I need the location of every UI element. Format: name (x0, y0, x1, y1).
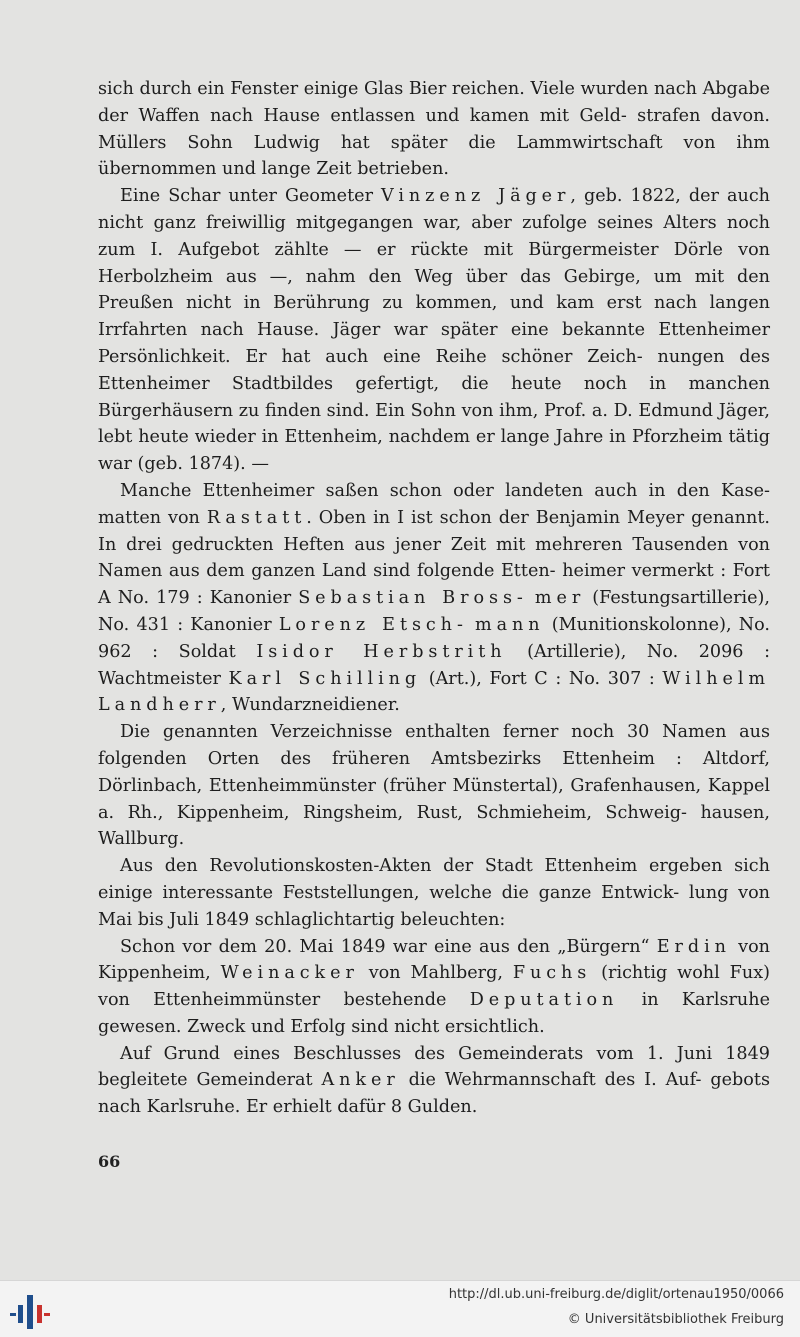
paragraph (98, 478, 770, 719)
text-run: von Kippenheim, (98, 936, 771, 984)
text-run: Tausenden von Namen aus dem ganzen Land sind folgende Etten- (98, 534, 770, 582)
spaced-name: mer (534, 588, 586, 609)
text-run: Die genannten Verzeichnisse enthalten ferner noch 30 Namen aus (120, 722, 770, 743)
text-run: wohl Fux) von Ettenheimmünster bestehende (98, 963, 770, 1011)
text-run: um mit den Preußen nicht in Berührung zu kommen, und kam erst (98, 266, 771, 314)
text-run: sich durch ein Fenster einige Glas Bier reichen. Viele wurden nach (98, 79, 697, 99)
text-run: (Artillerie), No. 2096 : Wachtmeister (98, 641, 771, 689)
text-run: Alters noch zum I. Aufgebot zählte — er rückte mit Bürgermeister (98, 212, 770, 260)
text-run: Schon vor dem 20. Mai 1849 war eine aus den „Bürgern“ (120, 936, 657, 957)
paragraph (98, 934, 770, 1041)
paragraph (98, 1041, 770, 1121)
paragraph (98, 719, 770, 853)
text-run: hausen, Wallburg. (98, 802, 770, 850)
text-run: folgenden Orten des früheren Amtsbezirks Ettenheim : Altdorf, (98, 748, 770, 769)
copyright-text: © Universitätsbibliothek Freiburg (567, 1312, 784, 1327)
text-run: (richtig (591, 963, 668, 984)
text-run: Kappel a. Rh., Kippenheim, Ringsheim, Rust, Schmieheim, Schweig- (98, 775, 771, 823)
spaced-name: Isidor Herbstrith (256, 641, 507, 662)
spaced-name: Lorenz Etsch- (278, 614, 468, 635)
spaced-name: Fuchs (512, 963, 592, 984)
spaced-name: Karl Schilling (228, 668, 422, 689)
text-run: Manche Ettenheimer saßen schon oder landeten auch in den Kase- (120, 480, 770, 501)
text-run: Aus den Revolutionskosten-Akten der Stadt Ettenheim ergeben (120, 856, 723, 877)
text-run: Dörle von Herbolzheim aus —, nahm den Weg über das Gebirge, (98, 239, 770, 287)
text-run: manchen Bürgerhäusern zu finden sind. Ein Sohn von ihm, Prof. a. D. (98, 373, 770, 421)
spaced-name: Vinzenz Jäger (381, 186, 571, 207)
spaced-name: mann (475, 614, 545, 635)
text-run: von ihm übernommen und lange Zeit betrieben. (98, 132, 770, 180)
text-run: (Munitionskolonne), No. 962 : Soldat (98, 614, 770, 662)
text-run: nach langen Irrfahrten nach Hause. Jäger war später eine bekannte (98, 293, 770, 341)
text-run: . Oben in I ist schon der Benjamin Meyer (306, 507, 685, 528)
text-run: , geb. 1822, der (570, 186, 719, 207)
text-run: Jahre in Pforzheim tätig war (geb. 1874). — (98, 427, 771, 475)
text-run: strafen davon. Müllers Sohn Ludwig hat später die Lammwirtschaft (98, 105, 770, 153)
ub-freiburg-logo-icon[interactable] (10, 1289, 50, 1331)
spaced-name: Rastatt (206, 507, 307, 528)
text-run: Fort C : No. 307 : (489, 668, 663, 689)
text-run: Karlsruhe gewesen. Zweck und Erfolg sind nicht ersichtlich. (98, 990, 771, 1037)
text-run: (Art.), (421, 668, 482, 689)
paragraph (98, 853, 770, 933)
text-run: von Mahlberg, (358, 963, 513, 984)
paragraph (98, 183, 770, 478)
text-run: nungen des Ettenheimer Stadtbildes gefertigt, die heute noch in (98, 346, 771, 394)
spaced-name: Erdin (656, 936, 731, 957)
source-url[interactable]: http://dl.ub.uni-freiburg.de/diglit/ortenau1950/0066 (448, 1287, 784, 1302)
text-run: Auf Grund eines Beschlusses des Gemeinderats vom 1. Juni 1849 (120, 1043, 770, 1064)
paragraph (98, 76, 770, 183)
body-text (98, 76, 770, 1121)
text-run: Abgabe der Waffen nach Hause entlassen und kamen mit Geld- (98, 79, 770, 126)
text-run: sich einige interessante Feststellungen, welche die ganze Entwick- (98, 856, 770, 903)
text-run: lung von Mai bis Juli 1849 schlaglichtartig beleuchten: (98, 882, 770, 930)
spaced-name: Deputation (469, 990, 619, 1011)
spaced-name: Weinacker (220, 963, 359, 984)
spaced-name: Sebastian Bross- (298, 588, 528, 609)
text-run: in (618, 990, 659, 1011)
text-run: , Wundarzneidiener. (220, 695, 400, 716)
text-run: gebots nach Karlsruhe. Er erhielt dafür 8 Gulden. (98, 1070, 770, 1118)
text-run: Ettenheimer Persönlichkeit. Er hat auch eine Reihe schöner Zeich- (98, 320, 770, 367)
viewer-footer (0, 1280, 800, 1337)
text-run: auch nicht ganz freiwillig mitgegangen war, aber zufolge seines (98, 186, 771, 233)
text-run: (Festungsartillerie), No. 431 : Kanonier (98, 588, 770, 635)
text-run: die Wehrmannschaft des I. Auf- (399, 1070, 702, 1091)
page-number: 66 (98, 1152, 121, 1171)
text-run: Eine Schar unter Geometer (120, 186, 382, 207)
text-run: Dörlinbach, Ettenheimmünster (früher Münstertal), Grafenhausen, (98, 775, 702, 796)
spaced-name: Wilhelm Landherr (98, 668, 770, 716)
spaced-name: Anker (321, 1070, 400, 1091)
text-run: matten von (98, 507, 207, 528)
text-run: begleitete Gemeinderat (98, 1070, 322, 1091)
text-run: Edmund Jäger, lebt heute wieder in Ettenheim, nachdem er lange (98, 400, 771, 448)
text-run: heimer vermerkt : Fort A No. 179 : Kanonier (98, 561, 771, 609)
text-run: genannt. In drei gedruckten Heften aus jener Zeit mit mehreren (98, 507, 770, 555)
